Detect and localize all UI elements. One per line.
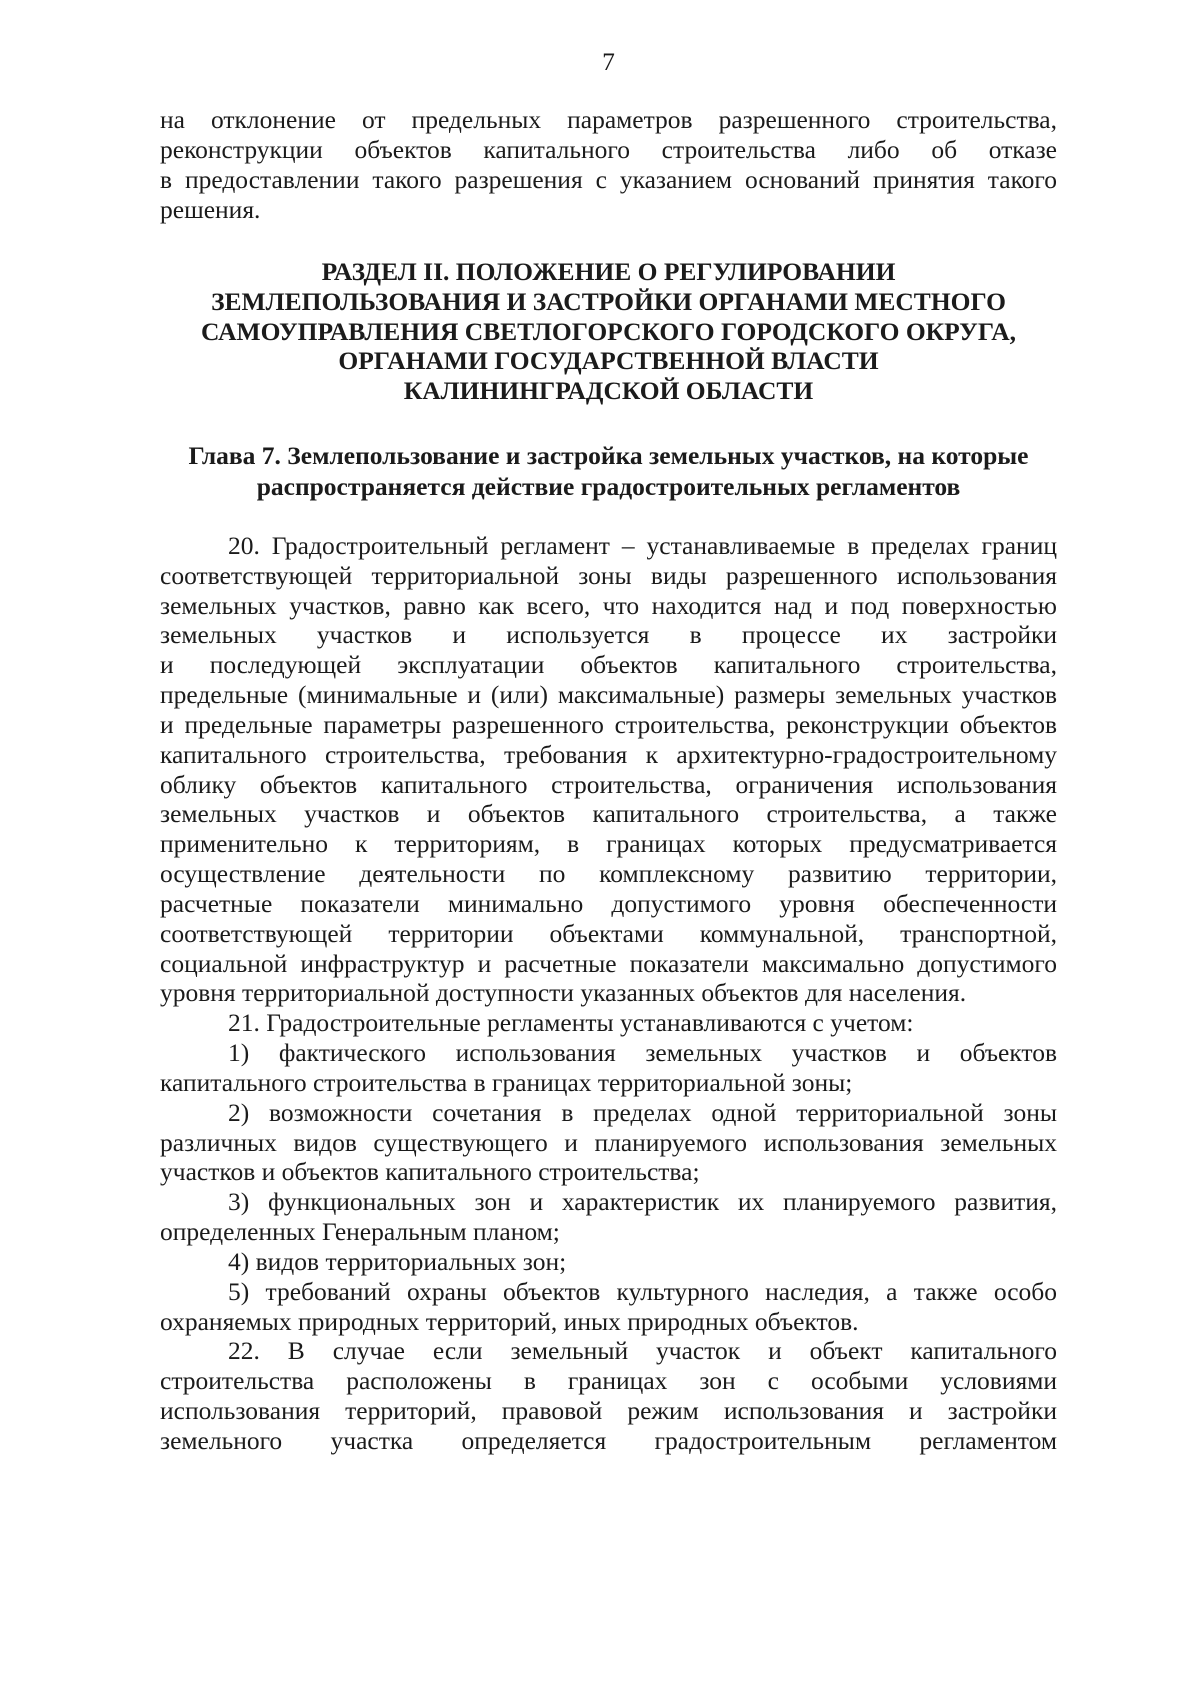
text-line: 20. Градостроительный регламент – устанавливаемые в пределах границ bbox=[228, 531, 1057, 560]
paragraph-22 bbox=[160, 1336, 1057, 1455]
section-title bbox=[160, 257, 1057, 406]
text-line: 4) видов территориальных зон; bbox=[228, 1246, 567, 1276]
text-line: решения. bbox=[160, 195, 261, 224]
text-line: 3) функциональных зон и характеристик их планируемого развития, bbox=[228, 1187, 1057, 1217]
text-line: 1) фактического использования земельных участков и объектов bbox=[228, 1038, 1057, 1068]
text-line: земельных участков и используется в процессе их застройки bbox=[160, 620, 1057, 650]
section-title-line: ЗЕМЛЕПОЛЬЗОВАНИЯ И ЗАСТРОЙКИ ОРГАНАМИ МЕСТНОГО bbox=[211, 286, 1006, 316]
list-item bbox=[160, 1247, 1057, 1277]
text-line: капитального строительства, требования к архитектурно-градостроительному bbox=[160, 739, 1057, 769]
page-number: 7 bbox=[602, 47, 615, 76]
text-line: 2) возможности сочетания в пределах одной территориальной зоны bbox=[228, 1097, 1057, 1127]
text-line: уровня территориальной доступности указанных объектов для населения. bbox=[160, 978, 967, 1008]
text-line: облику объектов капитального строительства, ограничения использования bbox=[160, 769, 1057, 799]
text-line: применительно к территориям, в границах которых предусматривается bbox=[160, 829, 1057, 859]
list-item bbox=[160, 1038, 1057, 1098]
chapter-title bbox=[160, 440, 1057, 502]
text-line: земельных участков и объектов капитального строительства, а также bbox=[160, 799, 1057, 829]
text-line: осуществление деятельности по комплексному развитию территории, bbox=[160, 859, 1057, 889]
text-line: охраняемых природных территорий, иных природных объектов. bbox=[160, 1306, 859, 1336]
text-line: 22. В случае если земельный участок и объект капитального bbox=[228, 1336, 1057, 1366]
text-line: соответствующей территориальной зоны виды разрешенного использования bbox=[160, 560, 1057, 590]
text-line: земельного участка определяется градостроительным регламентом bbox=[160, 1425, 1057, 1455]
section-title-line: КАЛИНИНГРАДСКОЙ ОБЛАСТИ bbox=[403, 376, 814, 405]
list-item bbox=[160, 1098, 1057, 1187]
text-line: 21. Градостроительные регламенты устанавливаются с учетом: bbox=[228, 1008, 914, 1038]
text-line: расчетные показатели минимально допустимого уровня обеспеченности bbox=[160, 888, 1057, 918]
body-text bbox=[160, 531, 1057, 1456]
text-line: реконструкции объектов капитального строительства либо об отказе bbox=[160, 135, 1057, 164]
section-title-line: САМОУПРАВЛЕНИЯ СВЕТЛОГОРСКОГО ГОРОДСКОГО ОКРУГА, bbox=[200, 316, 1017, 346]
text-line: различных видов существующего и планируемого использования земельных bbox=[160, 1127, 1057, 1157]
paragraph-21 bbox=[160, 1008, 1057, 1038]
text-line: капитального строительства в границах территориальной зоны; bbox=[160, 1067, 853, 1097]
text-line: соответствующей территории объектами коммунальной, транспортной, bbox=[160, 918, 1057, 948]
text-line: участков и объектов капитального строительства; bbox=[160, 1157, 700, 1187]
text-line: строительства расположены в границах зон с особыми условиями bbox=[160, 1366, 1057, 1396]
chapter-title-line: распространяется действие градостроительных регламентов bbox=[256, 472, 961, 501]
text-line: и последующей эксплуатации объектов капитального строительства, bbox=[160, 650, 1057, 680]
text-line: 5) требований охраны объектов культурного наследия, а также особо bbox=[228, 1276, 1057, 1306]
section-title-line: РАЗДЕЛ II. ПОЛОЖЕНИЕ О РЕГУЛИРОВАНИИ bbox=[321, 257, 896, 286]
text-line: определенных Генеральным планом; bbox=[160, 1217, 560, 1247]
list-item bbox=[160, 1187, 1057, 1247]
paragraph-20 bbox=[160, 531, 1057, 1008]
chapter-title-line: Глава 7. Землепользование и застройка земельных участков, на которые bbox=[188, 441, 1029, 470]
section-title-line: ОРГАНАМИ ГОСУДАРСТВЕННОЙ ВЛАСТИ bbox=[338, 346, 879, 376]
intro-paragraph bbox=[160, 105, 1057, 225]
list-item bbox=[160, 1277, 1057, 1337]
text-line: в предоставлении такого разрешения с указанием оснований принятия такого bbox=[160, 165, 1057, 194]
text-line: и предельные параметры разрешенного строительства, реконструкции объектов bbox=[160, 709, 1057, 739]
text-line: предельные (минимальные и (или) максимальные) размеры земельных участков bbox=[160, 680, 1057, 710]
text-line: социальной инфраструктур и расчетные показатели максимально допустимого bbox=[160, 948, 1057, 978]
text-line: использования территорий, правовой режим использования и застройки bbox=[160, 1396, 1057, 1426]
text-line: земельных участков, равно как всего, что находится над и под поверхностью bbox=[160, 590, 1057, 620]
text-line: на отклонение от предельных параметров разрешенного строительства, bbox=[160, 105, 1057, 134]
